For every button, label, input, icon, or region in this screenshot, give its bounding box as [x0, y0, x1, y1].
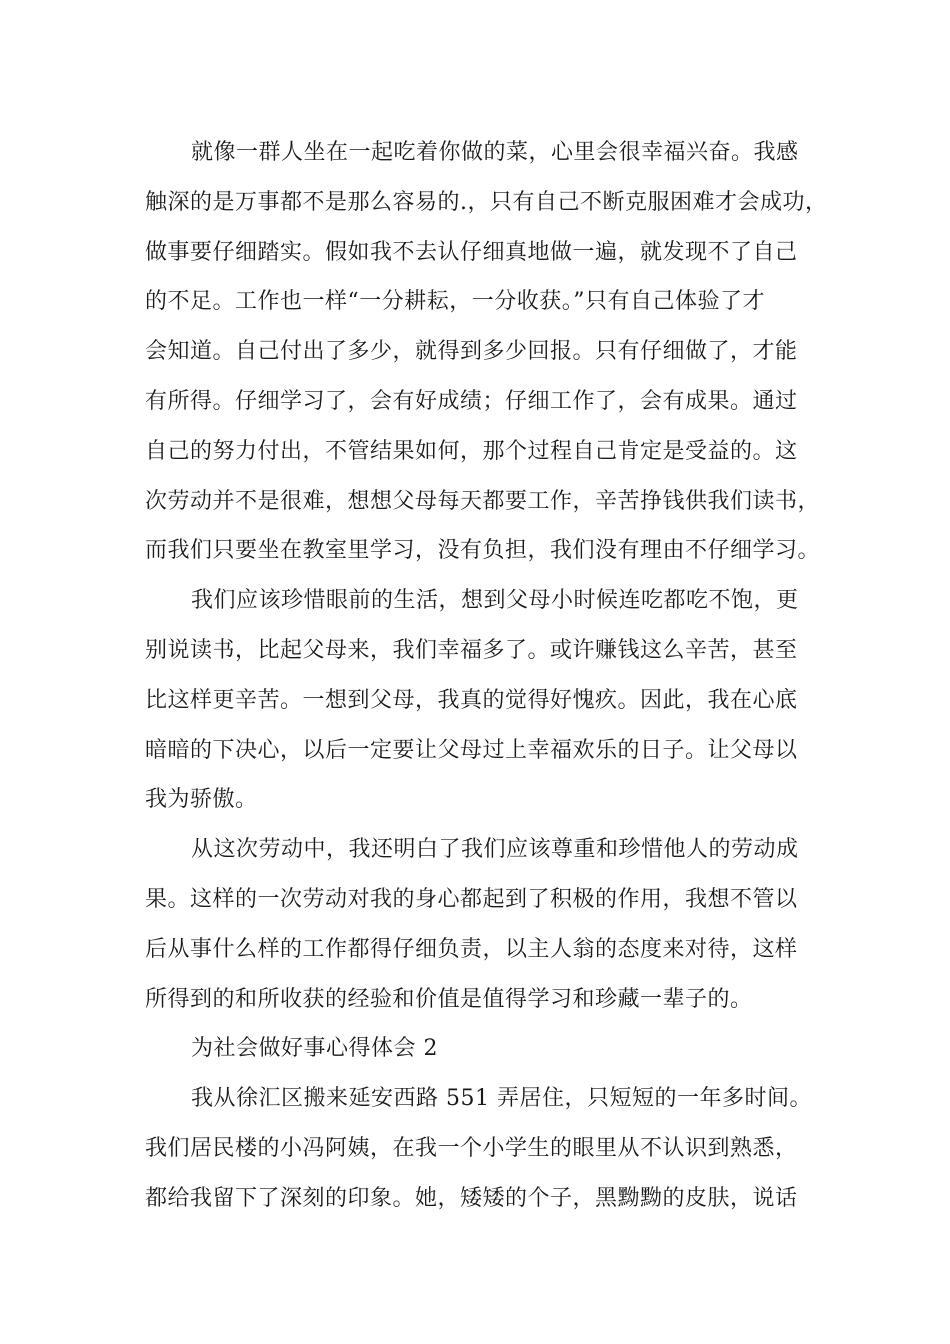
document-body: [145, 128, 828, 1224]
text-line: 而我们只要坐在教室里学习，没有负担，我们没有理由不仔细学习。: [145, 538, 821, 564]
text-line: 后从事什么样的工作都得仔细负责，以主人翁的态度来对待，这样: [145, 936, 798, 962]
text-line: 会知道。自己付出了多少，就得到多少回报。只有仔细做了，才能: [145, 339, 798, 365]
text-line: 触深的是万事都不是那么容易的.，只有自己不断克服困难才会成功，: [145, 189, 828, 215]
text-line: 我为骄傲。: [145, 787, 258, 813]
text-line: 果。这样的一次劳动对我的身心都起到了积极的作用，我想不管以: [145, 886, 798, 912]
text-line: 次劳动并不是很难，想想父母每天都要工作，辛苦挣钱供我们读书，: [145, 488, 821, 514]
text-line: 有所得。仔细学习了，会有好成绩；仔细工作了，会有成果。通过: [145, 388, 798, 414]
text-line: 别说读书，比起父母来，我们幸福多了。或许赚钱这么辛苦，甚至: [145, 637, 798, 663]
text-line: 做事要仔细踏实。假如我不去认仔细真地做一遍，就发现不了自己: [145, 239, 798, 265]
text-line: 就像一群人坐在一起吃着你做的菜，心里会很幸福兴奋。我感: [191, 140, 799, 165]
text-line: 我们应该珍惜眼前的生活，想到父母小时候连吃都吃不饱，更: [191, 588, 799, 614]
text-line: 我从徐汇区搬来延安西路 551 弄居住，只短短的一年多时间。: [191, 1086, 812, 1112]
text-line: 所得到的和所收获的经验和价值是值得学习和珍藏一辈子的。: [145, 986, 753, 1012]
section-heading: 为社会做好事心得体会 2: [191, 1036, 438, 1062]
text-line: 比这样更辛苦。一想到父母，我真的觉得好愧疚。因此，我在心底: [145, 687, 798, 713]
text-line: 暗暗的下决心，以后一定要让父母过上幸福欢乐的日子。让父母以: [145, 737, 798, 763]
text-line: 的不足。工作也一样“一分耕耘，一分收获。”只有自己体验了才: [145, 289, 765, 315]
text-line: 自己的努力付出，不管结果如何，那个过程自己肯定是受益的。这: [145, 438, 798, 464]
text-line: 从这次劳动中，我还明白了我们应该尊重和珍惜他人的劳动成: [191, 837, 799, 863]
text-line: 都给我留下了深刻的印象。她，矮矮的个子，黑黝黝的皮肤，说话: [145, 1185, 798, 1211]
text-line: 我们居民楼的小冯阿姨，在我一个小学生的眼里从不认识到熟悉，: [145, 1135, 798, 1161]
